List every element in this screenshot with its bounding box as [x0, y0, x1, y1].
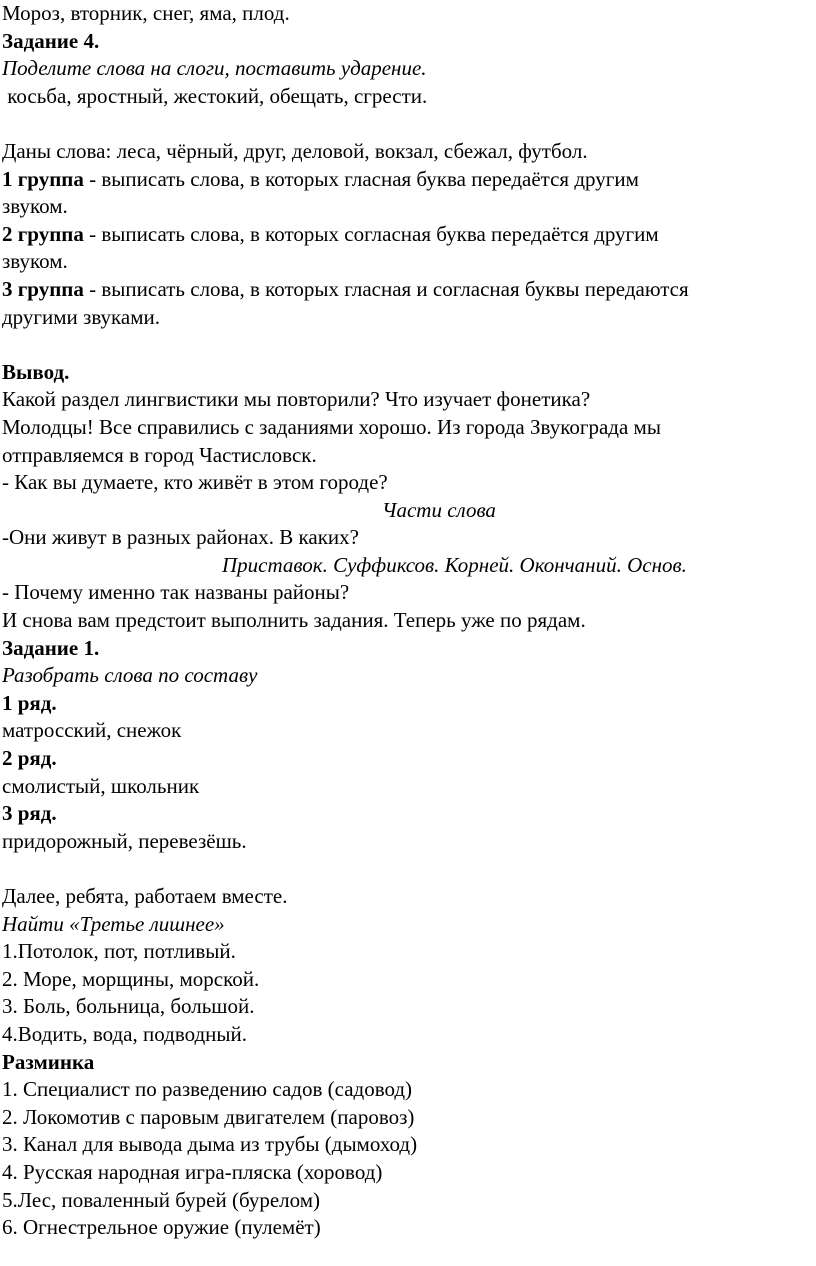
text-line: смолистый, школьник	[2, 773, 200, 798]
group-label: 1 группа	[2, 166, 84, 191]
text-line: Далее, ребята, работаем вместе.	[2, 884, 288, 908]
text-line: - Почему именно так названы районы?	[2, 580, 350, 605]
group-line	[2, 276, 816, 304]
list-item: 5.Лес, поваленный бурей (бурелом)	[2, 1187, 321, 1212]
list-item: 6. Огнестрельное оружие (пулемёт)	[2, 1215, 321, 1240]
list-item: 1.Потолок, пот, потливый.	[2, 939, 236, 964]
text-line: звуком.	[2, 249, 68, 274]
list-item: 2. Море, морщины, морской.	[2, 966, 260, 991]
section-heading: Вывод.	[2, 359, 70, 384]
list-item: 4. Русская народная игра-пляска (хоровод)	[2, 1159, 383, 1184]
task-heading: Задание 1.	[2, 635, 100, 660]
group-text: - выписать слова, в которых гласная буква передаётся другим	[83, 166, 639, 191]
text-line: придорожный, перевезёшь.	[2, 828, 247, 853]
text-line: отправляемся в город Частисловск.	[2, 442, 317, 467]
text-line: Какой раздел лингвистики мы повторили? Что изучает фонетика?	[2, 387, 591, 412]
group-label: 3 группа	[2, 276, 84, 301]
task-instruction: Разобрать слова по составу	[2, 663, 258, 688]
section-heading: Разминка	[2, 1049, 95, 1074]
text-line: - Как вы думаете, кто живёт в этом городе?	[2, 470, 388, 495]
row-heading: 2 ряд.	[2, 746, 57, 771]
text-line: звуком.	[2, 194, 68, 219]
list-item: 4.Водить, вода, подводный.	[2, 1021, 248, 1046]
task-instruction: Поделите слова на слоги, поставить ударение.	[2, 56, 427, 81]
group-text: - выписать слова, в которых гласная и согласная буквы передаются	[83, 276, 689, 301]
list-item: 1. Специалист по разведению садов (садовод)	[2, 1077, 413, 1102]
task-heading: Задание 4.	[2, 28, 100, 53]
text-line: Молодцы! Все справились с заданиями хорошо. Из города Звукограда мы	[2, 414, 661, 439]
blank-line	[2, 110, 816, 138]
answer-line: Части слова	[382, 497, 496, 522]
group-line	[2, 166, 816, 194]
row-heading: 3 ряд.	[2, 801, 57, 826]
list-item: 3. Боль, больница, большой.	[2, 994, 255, 1019]
answer-line: Приставок. Суффиксов. Корней. Окончаний. Основ.	[222, 552, 687, 577]
blank-line	[2, 331, 816, 359]
text-line: матросский, снежок	[2, 718, 182, 743]
row-heading: 1 ряд.	[2, 690, 57, 715]
text-line: Мороз, вторник, снег, яма, плод.	[2, 1, 290, 25]
group-line	[2, 221, 816, 249]
text-line: другими звуками.	[2, 304, 161, 329]
text-line: И снова вам предстоит выполнить задания. Теперь уже по рядам.	[2, 608, 586, 633]
group-label: 2 группа	[2, 221, 84, 246]
blank-line	[2, 855, 816, 883]
group-text: - выписать слова, в которых согласная буква передаётся другим	[83, 221, 659, 246]
task-instruction: Найти «Третье лишнее»	[2, 911, 225, 936]
word-list: косьба, яростный, жестокий, обещать, сгрести.	[2, 83, 428, 108]
list-item: 3. Канал для вывода дыма из трубы (дымоход)	[2, 1132, 418, 1157]
text-line: -Они живут в разных районах. В каких?	[2, 525, 359, 550]
text-line	[2, 83, 816, 111]
text-line: Даны слова: леса, чёрный, друг, деловой, вокзал, сбежал, футбол.	[2, 138, 588, 163]
list-item: 2. Локомотив с паровым двигателем (паровоз)	[2, 1104, 415, 1129]
